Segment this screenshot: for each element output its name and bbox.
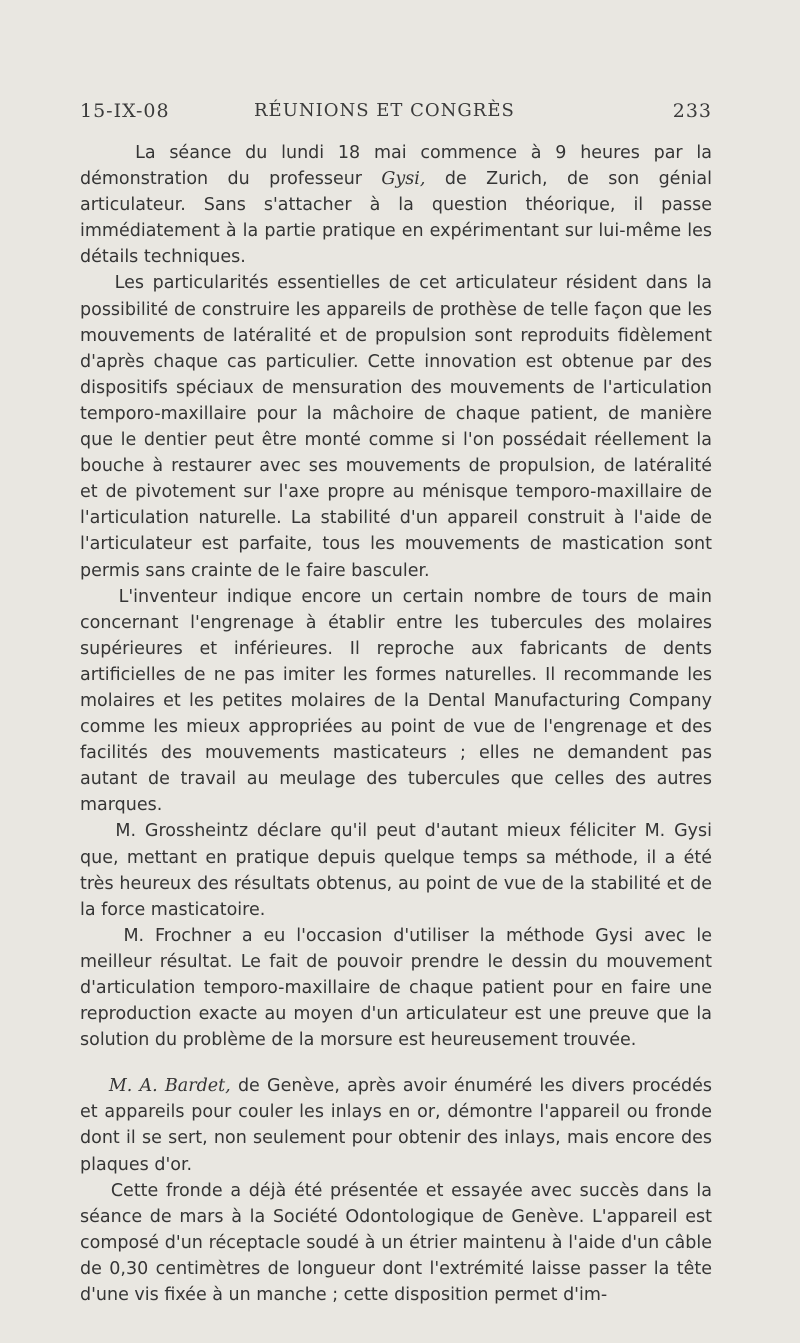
paragraph-text: de Zurich, de son génial articulateur. Sans s'attacher à la question théorique, il passe immédiatement à la partie pratique en expérimentant sur lui-même les détails techniques.: [80, 169, 712, 268]
paragraph-text: Cette fronde a déjà été présentée et essayée avec succès dans la séance de mars à la Société Odontologique de Genève. L'appareil est composé d'un réceptacle soudé à un étrier maintenu à l'aide d'un câble de 0,30 centimètres de longueur dont l'extrémité laisse passer la tête d'une vis fixée à un manche ; cette disposition permet d'im-: [80, 1180, 712, 1306]
paragraph-bardet: [80, 1073, 712, 1177]
paragraph-text: de Genève, après avoir énuméré les divers procédés et appareils pour couler les inlays en or, démontre l'appareil ou fronde dont il se sert, non seulement pour obtenir des inlays, mais encore des plaques d'or.: [80, 1076, 712, 1175]
body-text: [80, 140, 712, 1308]
page-number: 233: [672, 100, 712, 122]
paragraph-fronde: [80, 1178, 712, 1308]
paragraph-text: La séance du lundi 18 mai commence à 9 heures par la démonstration du professeur: [80, 143, 712, 190]
paragraph-text: M. Frochner a eu l'occasion d'utiliser la méthode Gysi avec le meilleur résultat. Le fait de pouvoir prendre le dessin du mouvement d'articulation temporo-maxillaire de chaque patient pour en faire une reproduction exacte au moyen d'un articulateur est une preuve que la solution du problème de la morsure est heureusement trouvée.: [80, 925, 712, 1051]
paragraph-frochner: [80, 923, 712, 1053]
paragraph-text: Les particularités essentielles de cet articulateur résident dans la possibilité de construire les appareils de prothèse de telle façon que les mouvements de latéralité et de propulsion sont reproduits fidèlement d'après chaque cas particulier. Cette innovation est obtenue par des dispositifs spéciaux de mensuration des mouvements de l'articulation temporo-maxillaire pour la mâchoire de chaque patient, de manière que le dentier peut être monté comme si l'on possédait réellement la bouche à restaurer avec ses mouvements de propulsion, de latéralité et de pivotement sur l'axe propre au ménisque temporo-maxillaire de l'articulation naturelle. La stabilité d'un appareil construit à l'aide de l'articulateur est parfaite, tous les mouvements de mastication sont permis sans crainte de le faire basculer.: [80, 273, 712, 581]
author-name-italic: M. A. Bardet,: [108, 1076, 231, 1097]
paragraph-text: M. Grossheintz déclare qu'il peut d'autant mieux féliciter M. Gysi que, mettant en pratique depuis quelque temps sa méthode, il a été très heureux des résultats obtenus, au point de vue de la stabilité et de la force masticatoire.: [80, 821, 712, 920]
header-title: RÉUNIONS ET CONGRÈS: [254, 100, 515, 121]
paragraph-grossheintz: [80, 818, 712, 922]
paragraph-gysi-demo: [80, 140, 712, 270]
running-head: [80, 100, 712, 130]
paragraph-inventor-tips: [80, 584, 712, 819]
section-gap: [80, 1053, 712, 1073]
header-date: 15-IX-08: [80, 100, 170, 122]
paragraph-articulator-features: [80, 270, 712, 583]
paragraph-text: L'inventeur indique encore un certain nombre de tours de main concernant l'engrenage à établir entre les tubercules des molaires supérieures et inférieures. Il reproche aux fabricants de dents artificielles de ne pas imiter les formes naturelles. Il recommande les molaires et les petites molaires de la Dental Manufacturing Company comme les mieux appropriées au point de vue de l'engrenage et des facilités des mouvements masticateurs ; elles ne demandent pas autant de travail au meulage des tubercules que celles des autres marques.: [80, 586, 712, 816]
author-name-italic: Gysi,: [381, 169, 426, 190]
